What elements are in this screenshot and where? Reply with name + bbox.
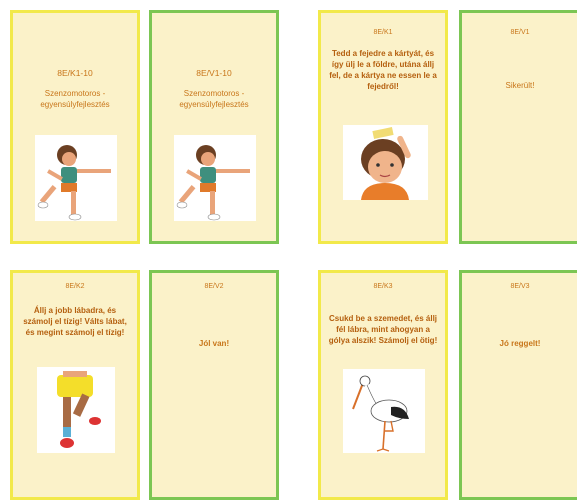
card-code: 8E/K1 [373,29,393,36]
card-subtitle: Szenzomotoros - egyensúlyfejlesztés [179,89,249,109]
card-code: 8E/V2 [204,283,224,290]
card-code: 8E/K3 [373,283,393,290]
card-instruction: Állj a jobb lábadra, és számolj el tízig! Válts lábat, és megint számolj el tízig! [23,306,127,337]
card-v1-10[interactable] [149,10,279,244]
card-k2[interactable] [10,270,140,500]
card-k3[interactable] [318,270,448,500]
legs-standing-image [37,367,115,453]
card-k1[interactable] [318,10,448,244]
card-answer: Sikerült! [505,81,535,90]
card-answer: Jól van! [198,339,230,348]
card-answer: Jó reggelt! [499,339,541,348]
card-code: 8E/K2 [65,283,85,290]
child-balancing-image [174,135,256,221]
card-instruction: Csukd be a szemedet, és állj fél lábra, mint ahogyan a gólya alszik! Számolj el ötig! [328,314,438,345]
card-subtitle: Szenzomotoros - egyensúlyfejlesztés [40,89,110,109]
card-code: 8E/V3 [510,283,530,290]
stork-image [343,369,425,453]
card-v3[interactable] [459,270,577,500]
child-with-card-image [343,125,428,200]
card-instruction: Tedd a fejedre a kártyát, és így ülj le a földre, utána állj fel, de a kártya ne essen le a fejedről! [329,49,437,91]
card-code: 8E/K1-10 [57,68,93,78]
card-k1-10[interactable] [10,10,140,244]
card-v2[interactable] [149,270,279,500]
child-balancing-image [35,135,117,221]
card-code: 8E/V1-10 [196,68,232,78]
card-code: 8E/V1 [510,29,530,36]
card-v1[interactable] [459,10,577,244]
